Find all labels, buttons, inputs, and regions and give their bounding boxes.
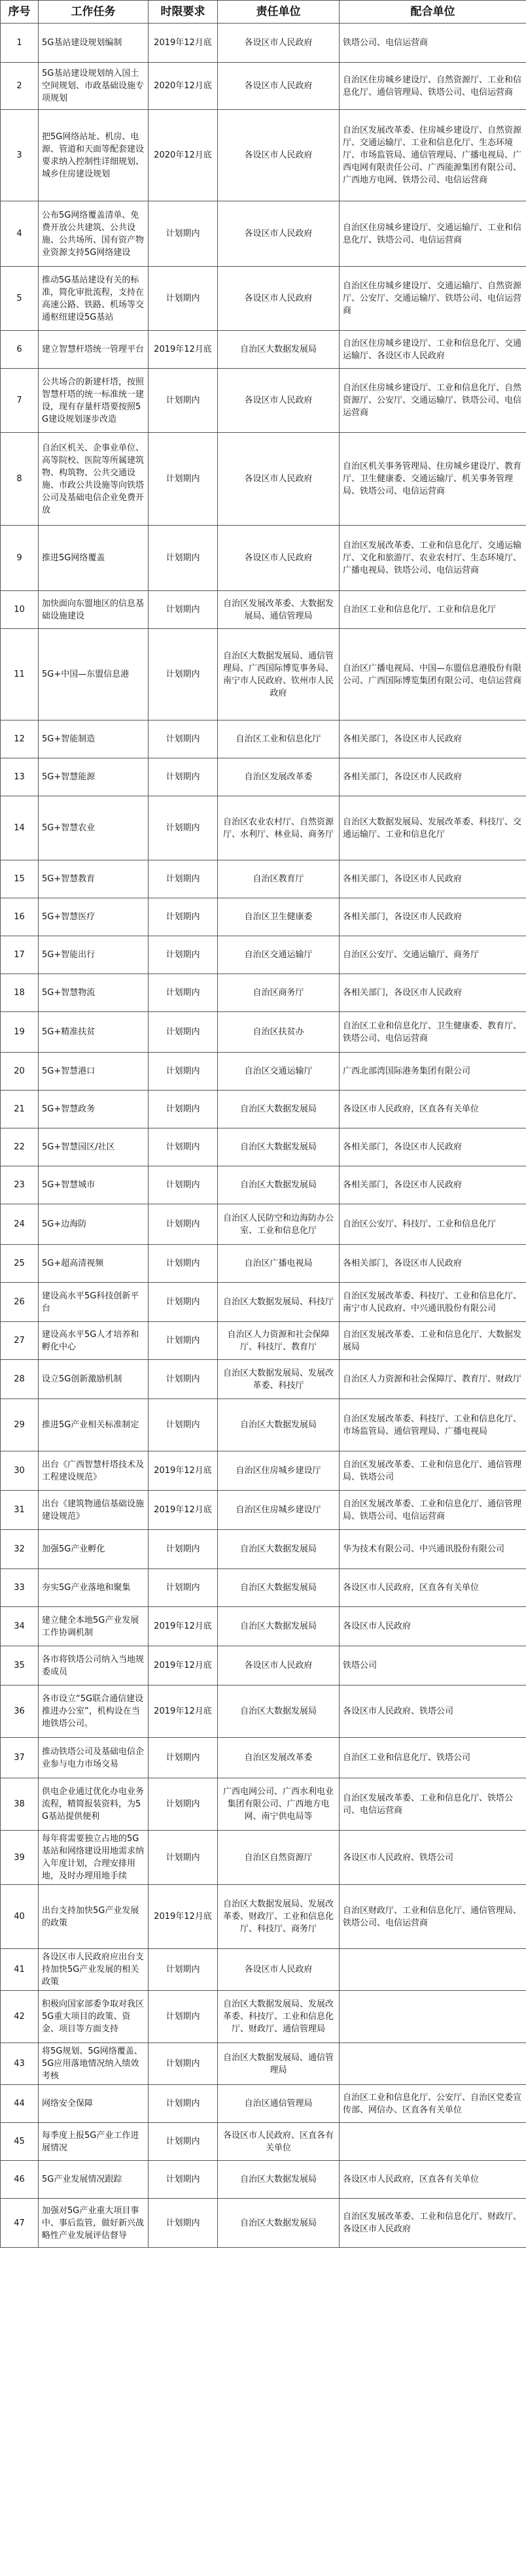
cell-resp: 自治区人民防空和边海防办公室、工业和信息化厅 xyxy=(218,1204,340,1245)
cell-coop: 各相关部门，各设区市人民政府 xyxy=(340,898,526,936)
cell-coop xyxy=(340,1949,526,1991)
cell-resp: 各设区市人民政府 xyxy=(218,110,340,201)
cell-coop: 各相关部门，各设区市人民政府 xyxy=(340,758,526,796)
cell-no: 25 xyxy=(1,1245,39,1283)
cell-no: 43 xyxy=(1,2043,39,2085)
cell-task: 5G+智慧政务 xyxy=(39,1091,149,1128)
cell-time: 计划期内 xyxy=(149,1012,218,1053)
cell-no: 37 xyxy=(1,1738,39,1778)
cell-resp: 自治区大数据发展局、通信管理局 xyxy=(218,2043,340,2085)
cell-resp: 自治区卫生健康委 xyxy=(218,898,340,936)
cell-no: 2 xyxy=(1,63,39,110)
table-row xyxy=(1,1607,526,1646)
cell-time: 计划期内 xyxy=(149,720,218,758)
cell-task: 各市将铁塔公司纳入当地规委成员 xyxy=(39,1646,149,1686)
cell-no: 8 xyxy=(1,433,39,526)
cell-time: 计划期内 xyxy=(149,2199,218,2248)
cell-coop: 各设区市人民政府，区直各有关单位 xyxy=(340,1091,526,1128)
cell-time: 计划期内 xyxy=(149,1283,218,1322)
cell-time: 2019年12月底 xyxy=(149,1646,218,1686)
table-row xyxy=(1,1012,526,1053)
cell-task: 5G+智慧园区/社区 xyxy=(39,1128,149,1166)
table-row xyxy=(1,2161,526,2199)
cell-coop: 各相关部门，各设区市人民政府 xyxy=(340,720,526,758)
cell-no: 26 xyxy=(1,1283,39,1322)
cell-no: 7 xyxy=(1,369,39,433)
cell-coop xyxy=(340,2043,526,2085)
cell-task: 自治区机关、企事业单位、高等院校、医院等所属建筑物、构筑物、公共交通设施、市政公共设施等向铁塔公司及基础电信企业免费开放 xyxy=(39,433,149,526)
cell-no: 18 xyxy=(1,974,39,1012)
cell-time: 2019年12月底 xyxy=(149,1451,218,1491)
table-row xyxy=(1,331,526,369)
cell-no: 45 xyxy=(1,2123,39,2161)
cell-coop: 各相关部门，各设区市人民政府 xyxy=(340,1245,526,1283)
cell-resp: 自治区住房城乡建设厅 xyxy=(218,1451,340,1491)
table-header xyxy=(1,1,526,24)
cell-task: 推动5G基站建设有关的标准，简化审批流程，支持在高速公路、铁路、机场等交通枢纽建设5G基站 xyxy=(39,267,149,331)
cell-resp: 自治区大数据发展局 xyxy=(218,2161,340,2199)
cell-task: 将5G规划、5G网络覆盖、5G应用落地情况纳入绩效考核 xyxy=(39,2043,149,2085)
cell-time: 2020年12月底 xyxy=(149,110,218,201)
cell-time: 计划期内 xyxy=(149,1166,218,1204)
table-row xyxy=(1,526,526,591)
cell-coop xyxy=(340,1991,526,2043)
cell-task: 建立智慧杆塔统一管理平台 xyxy=(39,331,149,369)
cell-no: 27 xyxy=(1,1322,39,1360)
cell-resp: 自治区通信管理局 xyxy=(218,2085,340,2123)
table-row xyxy=(1,898,526,936)
cell-no: 33 xyxy=(1,1569,39,1607)
cell-resp: 自治区商务厅 xyxy=(218,974,340,1012)
cell-no: 16 xyxy=(1,898,39,936)
cell-resp: 自治区自然资源厅 xyxy=(218,1831,340,1885)
cell-no: 46 xyxy=(1,2161,39,2199)
cell-task: 5G+中国—东盟信息港 xyxy=(39,629,149,720)
cell-coop: 各相关部门，各设区市人民政府 xyxy=(340,1166,526,1204)
cell-no: 4 xyxy=(1,201,39,267)
table-row xyxy=(1,1530,526,1569)
cell-resp: 自治区大数据发展局 xyxy=(218,1128,340,1166)
cell-coop: 自治区住房城乡建设厅、工业和信息化厅、自然资源厅、公安厅、交通运输厅、铁塔公司、电信运营商 xyxy=(340,369,526,433)
cell-no: 41 xyxy=(1,1949,39,1991)
cell-coop: 铁塔公司 xyxy=(340,1646,526,1686)
cell-task: 各设区市人民政府应出台支持加快5G产业发展的相关政策 xyxy=(39,1949,149,1991)
cell-task: 公布5G网络覆盖清单、免费开放公共建筑、公共设施、公共场所、国有资产物业资源支持5G网络建设 xyxy=(39,201,149,267)
cell-task: 建设高水平5G人才培养和孵化中心 xyxy=(39,1322,149,1360)
cell-no: 32 xyxy=(1,1530,39,1569)
table-row xyxy=(1,591,526,629)
cell-resp: 各设区市人民政府 xyxy=(218,526,340,591)
cell-coop: 自治区发展改革委、科技厅、工业和信息化厅、市场监管局、通信管理局、广播电视局 xyxy=(340,1399,526,1451)
table-row xyxy=(1,267,526,331)
cell-resp: 各设区市人民政府 xyxy=(218,1646,340,1686)
cell-no: 20 xyxy=(1,1053,39,1091)
table-row xyxy=(1,1283,526,1322)
table-row xyxy=(1,1245,526,1283)
cell-time: 计划期内 xyxy=(149,1530,218,1569)
cell-coop: 自治区发展改革委、工业和信息化厅、财政厅、各设区市人民政府 xyxy=(340,2199,526,2248)
cell-time: 计划期内 xyxy=(149,2161,218,2199)
cell-resp: 各设区市人民政府 xyxy=(218,433,340,526)
cell-task: 推进5G产业相关标准制定 xyxy=(39,1399,149,1451)
cell-resp: 各设区市人民政府 xyxy=(218,201,340,267)
cell-coop: 广西北部湾国际港务集团有限公司 xyxy=(340,1053,526,1091)
cell-coop: 华为技术有限公司、中兴通讯股份有限公司 xyxy=(340,1530,526,1569)
cell-no: 28 xyxy=(1,1360,39,1399)
cell-no: 29 xyxy=(1,1399,39,1451)
cell-resp: 自治区发展改革委、大数据发展局、通信管理局 xyxy=(218,591,340,629)
cell-resp: 自治区大数据发展局、发展改革委、科技厅、工业和信息化厅、财政厅、通信管理局 xyxy=(218,1991,340,2043)
header-resp: 责任单位 xyxy=(218,1,340,24)
cell-task: 5G基站建设规划纳入国土空间规划、市政基础设施专项规划 xyxy=(39,63,149,110)
header-row xyxy=(1,1,526,24)
table-row xyxy=(1,1360,526,1399)
table-row xyxy=(1,1166,526,1204)
table-row xyxy=(1,1322,526,1360)
cell-time: 计划期内 xyxy=(149,936,218,974)
table-row xyxy=(1,1091,526,1128)
cell-coop: 各设区市人民政府，区直各有关单位 xyxy=(340,1569,526,1607)
cell-task: 加快面向东盟地区的信息基础设施建设 xyxy=(39,591,149,629)
cell-resp: 各设区市人民政府 xyxy=(218,63,340,110)
table-row xyxy=(1,369,526,433)
header-time: 时限要求 xyxy=(149,1,218,24)
cell-coop: 各设区市人民政府、铁塔公司 xyxy=(340,1831,526,1885)
cell-time: 计划期内 xyxy=(149,1322,218,1360)
header-no: 序号 xyxy=(1,1,39,24)
cell-resp: 自治区大数据发展局、发展改革委、财政厅、工业和信息化厅、科技厅、商务厅 xyxy=(218,1885,340,1949)
cell-task: 5G基站建设规划编制 xyxy=(39,24,149,63)
table-row xyxy=(1,1053,526,1091)
cell-task: 加强5G产业孵化 xyxy=(39,1530,149,1569)
cell-no: 21 xyxy=(1,1091,39,1128)
cell-resp: 各设区市人民政府 xyxy=(218,1949,340,1991)
cell-task: 每年将需要独立占地的5G基站和网络建设用地需求纳入年度计划，合理安排用地，及时办理用地手续 xyxy=(39,1831,149,1885)
cell-no: 44 xyxy=(1,2085,39,2123)
cell-task: 出台支持加快5G产业发展的政策 xyxy=(39,1885,149,1949)
cell-resp: 自治区广播电视局 xyxy=(218,1245,340,1283)
cell-coop: 各相关部门，各设区市人民政府 xyxy=(340,974,526,1012)
cell-no: 13 xyxy=(1,758,39,796)
cell-task: 积极向国家部委争取对我区5G重大项目的政策、资金、项目等方面支持 xyxy=(39,1991,149,2043)
cell-resp: 自治区交通运输厅 xyxy=(218,1053,340,1091)
cell-time: 计划期内 xyxy=(149,433,218,526)
table-row xyxy=(1,1128,526,1166)
cell-time: 计划期内 xyxy=(149,1831,218,1885)
table-row xyxy=(1,2043,526,2085)
cell-no: 38 xyxy=(1,1778,39,1831)
cell-coop: 自治区发展改革委、工业和信息化厅、通信管理局、铁塔公司、电信运营商 xyxy=(340,1491,526,1530)
cell-time: 计划期内 xyxy=(149,591,218,629)
cell-coop: 自治区工业和信息化厅、卫生健康委、教育厅、铁塔公司、电信运营商 xyxy=(340,1012,526,1053)
cell-time: 计划期内 xyxy=(149,860,218,898)
cell-coop: 自治区发展改革委、工业和信息化厅、大数据发展局 xyxy=(340,1322,526,1360)
cell-coop: 自治区发展改革委、住房城乡建设厅、自然资源厅、交通运输厅、工业和信息化厅、生态环境厅、市场监管局、通信管理局、广播电视局、广西电网有限责任公司、广西能源集团有限公司、广西地方电网、铁塔公司、电信运营商 xyxy=(340,110,526,201)
cell-time: 2019年12月底 xyxy=(149,1686,218,1738)
cell-resp: 自治区大数据发展局 xyxy=(218,1166,340,1204)
cell-task: 供电企业通过优化办电业务流程，精简报装资料，为5G基站提供便利 xyxy=(39,1778,149,1831)
cell-coop: 自治区公安厅、科技厅、工业和信息化厅 xyxy=(340,1204,526,1245)
cell-task: 5G+智慧教育 xyxy=(39,860,149,898)
cell-resp: 各设区市人民政府 xyxy=(218,369,340,433)
cell-coop: 自治区发展改革委、工业和信息化厅、交通运输厅、文化和旅游厅、农业农村厅、生态环境厅、广播电视局、铁塔公司、电信运营商 xyxy=(340,526,526,591)
table-row xyxy=(1,1491,526,1530)
cell-coop: 各相关部门，各设区市人民政府 xyxy=(340,1128,526,1166)
table-row xyxy=(1,2085,526,2123)
cell-time: 计划期内 xyxy=(149,1360,218,1399)
cell-resp: 自治区大数据发展局 xyxy=(218,1091,340,1128)
cell-coop: 自治区发展改革委、工业和信息化厅、通信管理局、铁塔公司 xyxy=(340,1451,526,1491)
cell-task: 5G+智能制造 xyxy=(39,720,149,758)
cell-task: 5G+智慧城市 xyxy=(39,1166,149,1204)
cell-resp: 自治区大数据发展局 xyxy=(218,1607,340,1646)
cell-time: 计划期内 xyxy=(149,201,218,267)
cell-time: 计划期内 xyxy=(149,526,218,591)
cell-no: 15 xyxy=(1,860,39,898)
cell-coop: 自治区机关事务管理局、住房城乡建设厅、教育厅、卫生健康委、交通运输厅、机关事务管理局、铁塔公司、电信运营商 xyxy=(340,433,526,526)
cell-resp: 自治区农业农村厅、自然资源厅、水利厅、林业局、商务厅 xyxy=(218,796,340,860)
table-row xyxy=(1,720,526,758)
cell-resp: 自治区扶贫办 xyxy=(218,1012,340,1053)
cell-resp: 自治区教育厅 xyxy=(218,860,340,898)
cell-task: 每季度上报5G产业工作进展情况 xyxy=(39,2123,149,2161)
cell-time: 2019年12月底 xyxy=(149,1491,218,1530)
table-row xyxy=(1,63,526,110)
table-row xyxy=(1,110,526,201)
cell-coop: 自治区大数据发展局、发展改革委、科技厅、交通运输厅、工业和信息化厅 xyxy=(340,796,526,860)
cell-coop: 各设区市人民政府，区直各有关单位 xyxy=(340,2161,526,2199)
cell-coop: 各设区市人民政府、铁塔公司 xyxy=(340,1686,526,1738)
cell-resp: 自治区人力资源和社会保障厅、科技厅、教育厅 xyxy=(218,1322,340,1360)
header-coop: 配合单位 xyxy=(340,1,526,24)
cell-coop: 铁塔公司、电信运营商 xyxy=(340,24,526,63)
cell-coop: 自治区住房城乡建设厅、自然资源厅、工业和信息化厅、通信管理局、铁塔公司、电信运营商 xyxy=(340,63,526,110)
cell-time: 计划期内 xyxy=(149,1778,218,1831)
cell-no: 23 xyxy=(1,1166,39,1204)
cell-coop: 自治区工业和信息化厅、公安厅、自治区党委宣传部、网信办、区直各有关单位 xyxy=(340,2085,526,2123)
cell-no: 19 xyxy=(1,1012,39,1053)
cell-time: 计划期内 xyxy=(149,796,218,860)
cell-resp: 各设区市人民政府 xyxy=(218,267,340,331)
cell-time: 计划期内 xyxy=(149,1245,218,1283)
cell-task: 5G+智慧物流 xyxy=(39,974,149,1012)
table-row xyxy=(1,1399,526,1451)
cell-no: 31 xyxy=(1,1491,39,1530)
cell-coop xyxy=(340,2123,526,2161)
cell-time: 计划期内 xyxy=(149,2085,218,2123)
cell-no: 39 xyxy=(1,1831,39,1885)
cell-no: 5 xyxy=(1,267,39,331)
cell-time: 计划期内 xyxy=(149,1991,218,2043)
cell-no: 40 xyxy=(1,1885,39,1949)
cell-task: 建立健全本地5G产业发展工作协调机制 xyxy=(39,1607,149,1646)
cell-no: 11 xyxy=(1,629,39,720)
cell-time: 计划期内 xyxy=(149,898,218,936)
cell-no: 1 xyxy=(1,24,39,63)
table-row xyxy=(1,433,526,526)
cell-coop: 各设区市人民政府 xyxy=(340,1607,526,1646)
cell-no: 17 xyxy=(1,936,39,974)
cell-time: 计划期内 xyxy=(149,629,218,720)
cell-time: 计划期内 xyxy=(149,1204,218,1245)
cell-time: 计划期内 xyxy=(149,1399,218,1451)
table-row xyxy=(1,2123,526,2161)
cell-task: 设立5G创新激励机制 xyxy=(39,1360,149,1399)
cell-resp: 广西电网公司、广西水利电业集团有限公司、广西地方电网、南宁供电局等 xyxy=(218,1778,340,1831)
table-row xyxy=(1,201,526,267)
cell-task: 出台《建筑物通信基础设施建设规范》 xyxy=(39,1491,149,1530)
cell-resp: 自治区大数据发展局 xyxy=(218,1569,340,1607)
table-row xyxy=(1,1569,526,1607)
cell-coop: 自治区广播电视局、中国—东盟信息港股份有限公司、广西国际博览集团有限公司、电信运营商 xyxy=(340,629,526,720)
cell-time: 2019年12月底 xyxy=(149,1607,218,1646)
cell-time: 计划期内 xyxy=(149,369,218,433)
cell-task: 公共场合的新建杆塔，按照智慧杆塔的统一标准统一建设，现有存量杆塔要按照5G建设规划逐步改造 xyxy=(39,369,149,433)
cell-time: 2020年12月底 xyxy=(149,63,218,110)
cell-task: 5G+智慧医疗 xyxy=(39,898,149,936)
cell-coop: 自治区发展改革委、科技厅、工业和信息化厅、南宁市人民政府、中兴通讯股份有限公司 xyxy=(340,1283,526,1322)
cell-coop: 自治区人力资源和社会保障厅、教育厅、财政厅 xyxy=(340,1360,526,1399)
cell-time: 计划期内 xyxy=(149,1738,218,1778)
cell-resp: 自治区大数据发展局 xyxy=(218,1686,340,1738)
cell-coop: 自治区公安厅、交通运输厅、商务厅 xyxy=(340,936,526,974)
cell-time: 计划期内 xyxy=(149,2123,218,2161)
table-row xyxy=(1,2199,526,2248)
table-row xyxy=(1,1646,526,1686)
cell-coop: 自治区工业和信息化厅、工业和信息化厅 xyxy=(340,591,526,629)
cell-resp: 自治区大数据发展局、科技厅 xyxy=(218,1283,340,1322)
cell-task: 5G产业发展情况跟踪 xyxy=(39,2161,149,2199)
cell-task: 5G+超高清视频 xyxy=(39,1245,149,1283)
cell-task: 把5G网络站址、机房、电源、管道和天面等配套建设要求纳入控制性详细规划、城乡住房建设规划 xyxy=(39,110,149,201)
cell-time: 计划期内 xyxy=(149,267,218,331)
cell-no: 6 xyxy=(1,331,39,369)
cell-coop: 自治区工业和信息化厅、铁塔公司 xyxy=(340,1738,526,1778)
table-body xyxy=(1,24,526,2248)
cell-no: 35 xyxy=(1,1646,39,1686)
cell-no: 22 xyxy=(1,1128,39,1166)
table-row xyxy=(1,1991,526,2043)
cell-time: 2019年12月底 xyxy=(149,24,218,63)
cell-no: 47 xyxy=(1,2199,39,2248)
cell-no: 42 xyxy=(1,1991,39,2043)
cell-time: 2019年12月底 xyxy=(149,1885,218,1949)
cell-task: 各市设立“5G联合通信建设推进办公室”，机构设在当地铁塔公司。 xyxy=(39,1686,149,1738)
table-row xyxy=(1,1885,526,1949)
cell-task: 加强对5G产业重大项目事中、事后监管，做好新兴战略性产业发展评估督导 xyxy=(39,2199,149,2248)
cell-coop: 自治区住房城乡建设厅、交通运输厅、自然资源厅、公安厅、交通运输厅、铁塔公司、电信运营商 xyxy=(340,267,526,331)
cell-task: 网络安全保障 xyxy=(39,2085,149,2123)
table-row xyxy=(1,1831,526,1885)
table-row xyxy=(1,1451,526,1491)
cell-coop: 各相关部门，各设区市人民政府 xyxy=(340,860,526,898)
cell-resp: 各设区市人民政府 xyxy=(218,24,340,63)
cell-time: 2019年12月底 xyxy=(149,331,218,369)
cell-no: 9 xyxy=(1,526,39,591)
cell-task: 5G+边海防 xyxy=(39,1204,149,1245)
cell-no: 12 xyxy=(1,720,39,758)
cell-time: 计划期内 xyxy=(149,1053,218,1091)
cell-no: 36 xyxy=(1,1686,39,1738)
cell-task: 建设高水平5G科技创新平台 xyxy=(39,1283,149,1322)
cell-resp: 各设区市人民政府、区直各有关单位 xyxy=(218,2123,340,2161)
table-row xyxy=(1,860,526,898)
cell-no: 3 xyxy=(1,110,39,201)
cell-time: 计划期内 xyxy=(149,974,218,1012)
cell-task: 5G+智慧农业 xyxy=(39,796,149,860)
cell-no: 10 xyxy=(1,591,39,629)
cell-resp: 自治区发展改革委 xyxy=(218,758,340,796)
cell-task: 夯实5G产业落地和聚集 xyxy=(39,1569,149,1607)
cell-coop: 自治区住房城乡建设厅、工业和信息化厅、交通运输厅、各设区市人民政府 xyxy=(340,331,526,369)
cell-no: 14 xyxy=(1,796,39,860)
cell-task: 推进5G网络覆盖 xyxy=(39,526,149,591)
cell-resp: 自治区大数据发展局 xyxy=(218,331,340,369)
cell-no: 24 xyxy=(1,1204,39,1245)
table-row xyxy=(1,936,526,974)
cell-time: 计划期内 xyxy=(149,2043,218,2085)
cell-coop: 自治区财政厅、工业和信息化厅、通信管理局、铁塔公司、电信运营商 xyxy=(340,1885,526,1949)
cell-task: 5G+精准扶贫 xyxy=(39,1012,149,1053)
cell-time: 计划期内 xyxy=(149,1949,218,1991)
table-row xyxy=(1,796,526,860)
cell-task: 5G+智慧能源 xyxy=(39,758,149,796)
cell-resp: 自治区交通运输厅 xyxy=(218,936,340,974)
cell-task: 5G+智慧港口 xyxy=(39,1053,149,1091)
cell-coop: 自治区住房城乡建设厅、交通运输厅、工业和信息化厅、铁塔公司、电信运营商 xyxy=(340,201,526,267)
table-row xyxy=(1,758,526,796)
table-row xyxy=(1,629,526,720)
cell-resp: 自治区大数据发展局 xyxy=(218,1399,340,1451)
cell-resp: 自治区大数据发展局 xyxy=(218,2199,340,2248)
cell-task: 5G+智能出行 xyxy=(39,936,149,974)
cell-resp: 自治区大数据发展局 xyxy=(218,1530,340,1569)
cell-resp: 自治区大数据发展局、发展改革委、科技厅 xyxy=(218,1360,340,1399)
table-row xyxy=(1,1738,526,1778)
cell-resp: 自治区大数据发展局、通信管理局、广西国际博览事务局、南宁市人民政府、钦州市人民政府 xyxy=(218,629,340,720)
cell-time: 计划期内 xyxy=(149,758,218,796)
table-row xyxy=(1,974,526,1012)
table-row xyxy=(1,1949,526,1991)
table-row xyxy=(1,1778,526,1831)
cell-resp: 自治区发展改革委 xyxy=(218,1738,340,1778)
cell-no: 34 xyxy=(1,1607,39,1646)
table-row xyxy=(1,24,526,63)
cell-resp: 自治区工业和信息化厅 xyxy=(218,720,340,758)
cell-no: 30 xyxy=(1,1451,39,1491)
cell-time: 计划期内 xyxy=(149,1128,218,1166)
cell-task: 出台《广西智慧杆塔技术及工程建设规范》 xyxy=(39,1451,149,1491)
cell-resp: 自治区住房城乡建设厅 xyxy=(218,1491,340,1530)
cell-time: 计划期内 xyxy=(149,1091,218,1128)
cell-time: 计划期内 xyxy=(149,1569,218,1607)
cell-task: 推动铁塔公司及基础电信企业参与电力市场交易 xyxy=(39,1738,149,1778)
table-row xyxy=(1,1204,526,1245)
header-task: 工作任务 xyxy=(39,1,149,24)
table-row xyxy=(1,1686,526,1738)
cell-coop: 自治区发展改革委、工业和信息化厅、铁塔公司、电信运营商 xyxy=(340,1778,526,1831)
